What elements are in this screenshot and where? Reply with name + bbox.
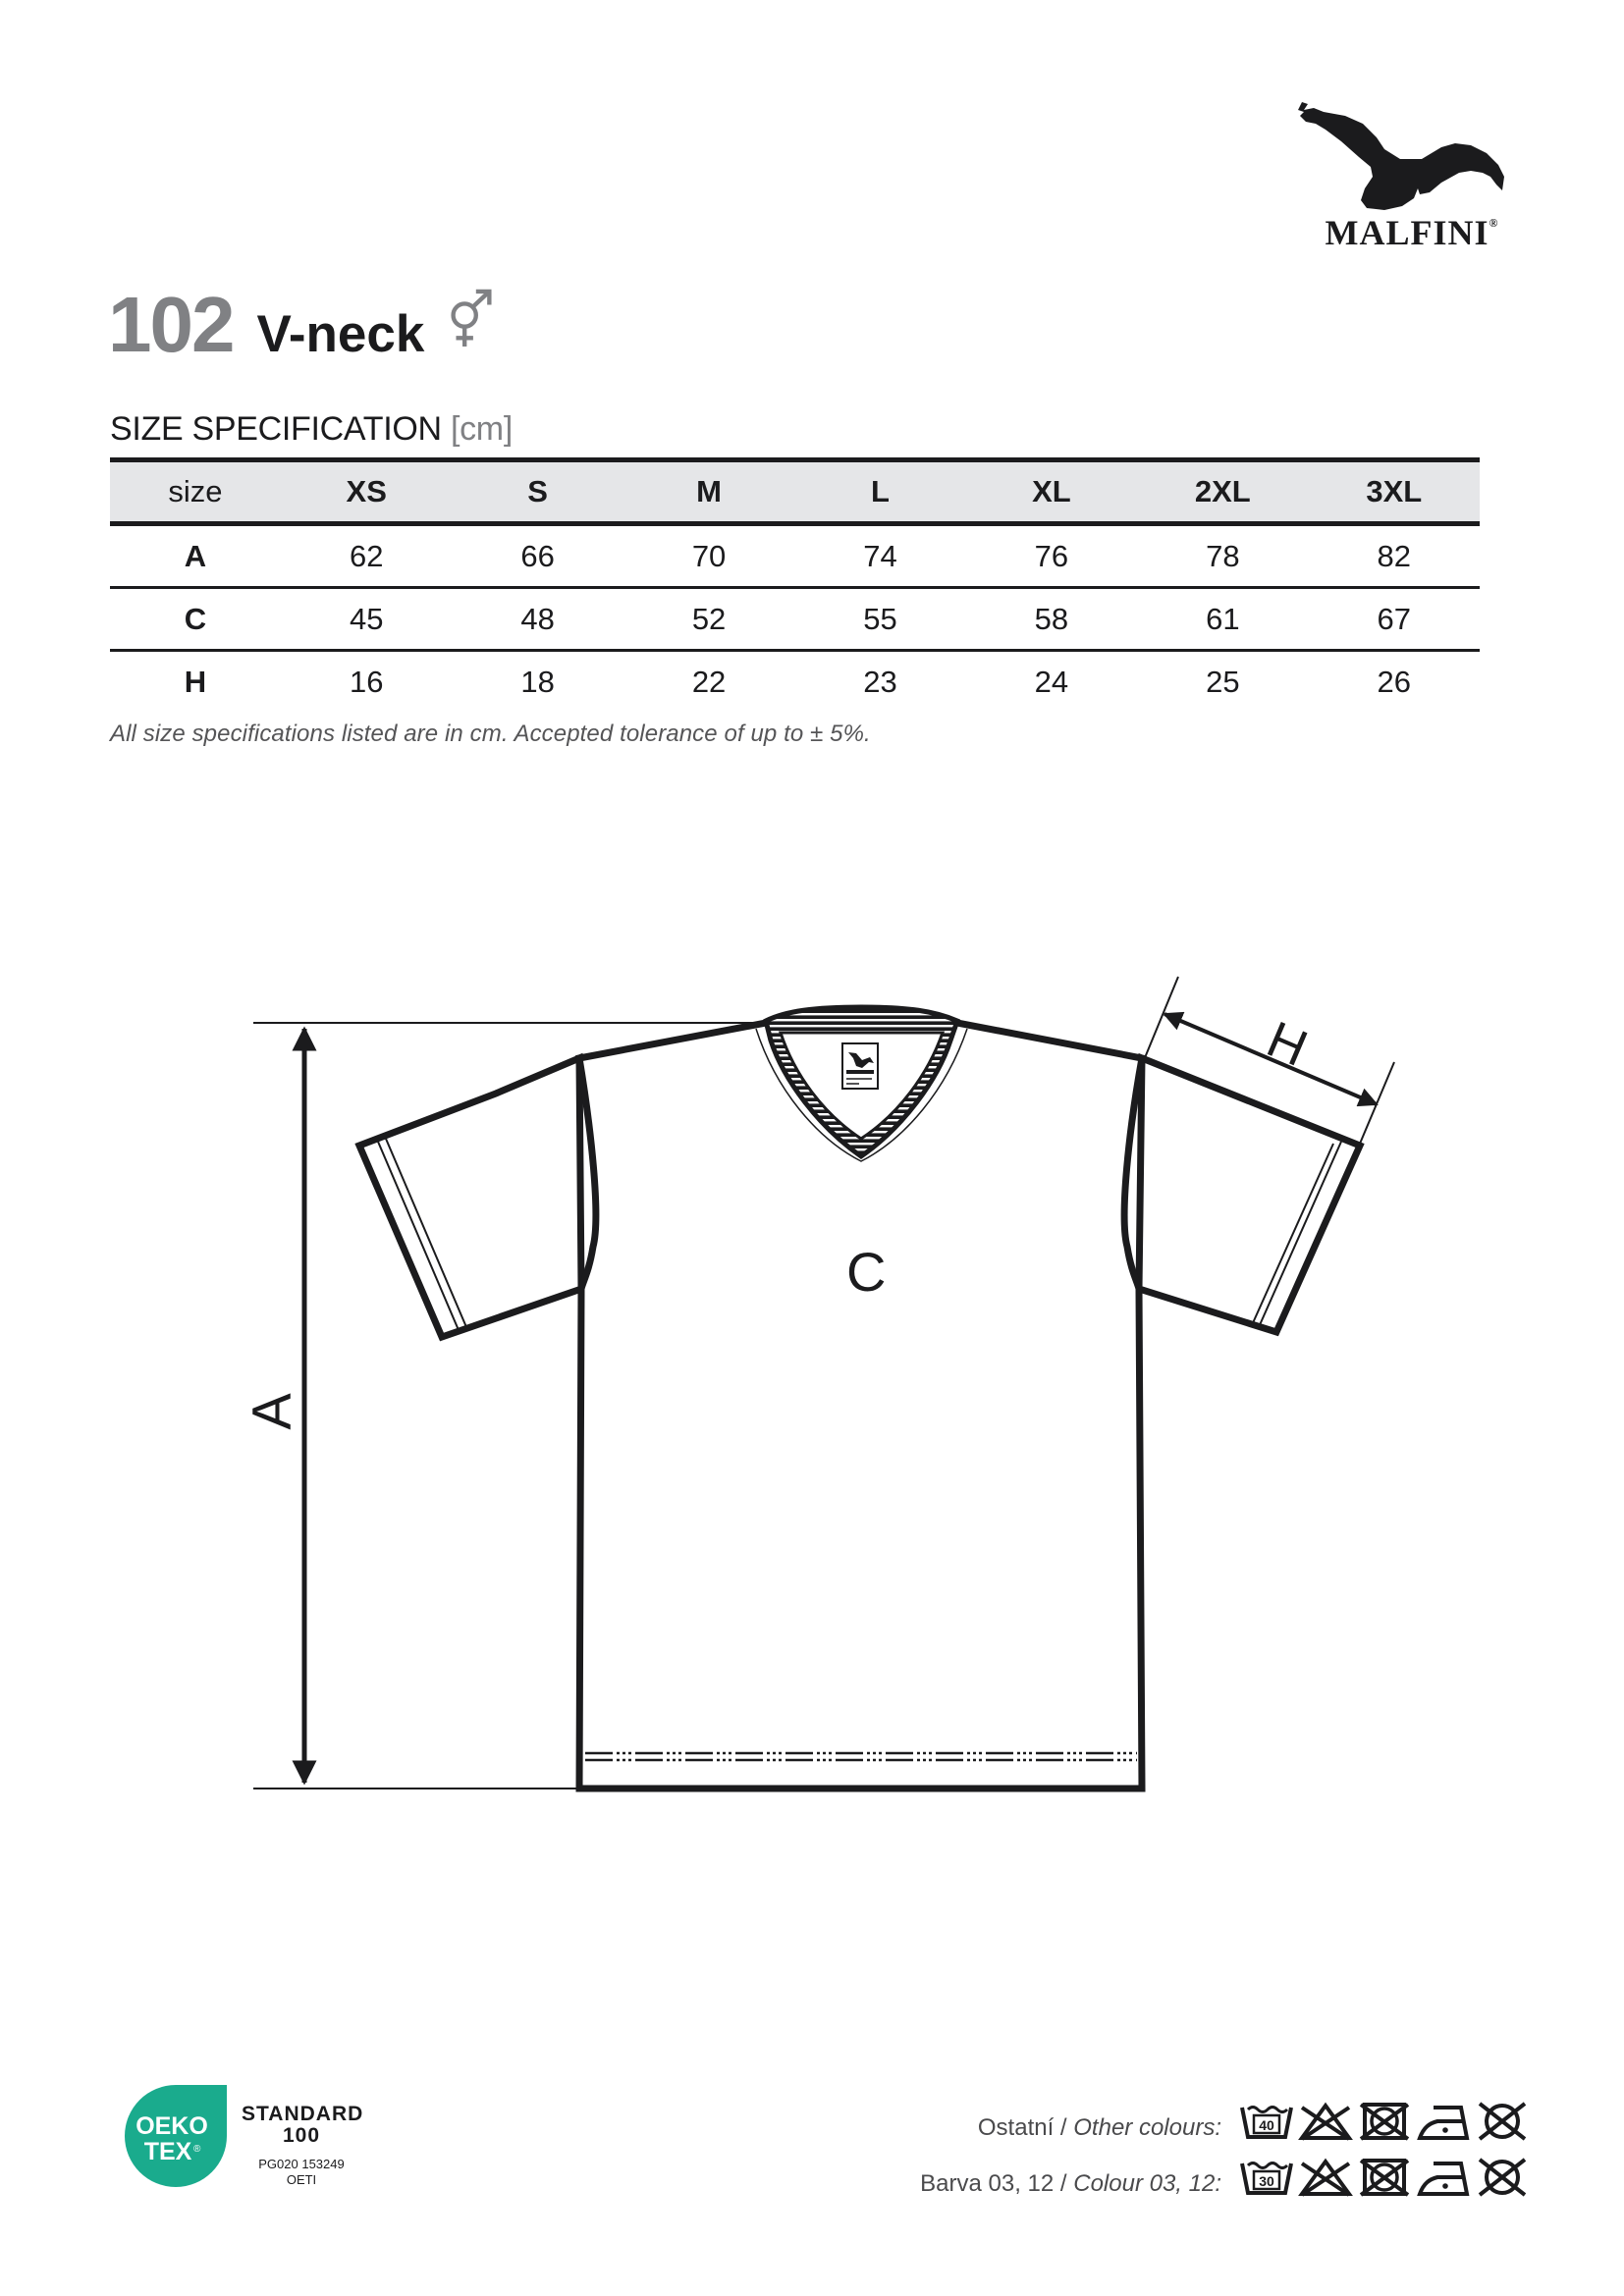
care-icons-row-2	[1239, 2158, 1534, 2197]
table-cell: 22	[691, 664, 727, 699]
standard-line-1: STANDARD	[242, 2103, 364, 2125]
table-cell: 66	[452, 524, 623, 588]
dimension-label-c: C	[846, 1241, 887, 1303]
table-cell: 67	[1309, 588, 1480, 651]
right-sleeve	[1139, 1058, 1360, 1332]
svg-text:30: 30	[1259, 2173, 1274, 2189]
table-cell: 61	[1137, 588, 1308, 651]
table-cell: 48	[452, 588, 623, 651]
table-cell: 76	[966, 524, 1137, 588]
column-header: M	[623, 460, 794, 524]
table-cell: 16	[349, 664, 384, 699]
table-cell: 26	[1377, 664, 1411, 699]
tolerance-footnote: All size specifications listed are in cm. Accepted tolerance of up to ± 5%.	[110, 721, 871, 747]
column-header: size	[110, 460, 281, 524]
oeko-tex-info	[242, 2103, 364, 2188]
table-cell: 23	[863, 664, 897, 699]
unit-label: [cm]	[450, 410, 513, 448]
table-cell: 45	[281, 588, 452, 651]
oeko-tex-badge-icon	[123, 2083, 229, 2189]
product-number: 102	[108, 281, 234, 368]
table-cell: 24	[1034, 664, 1069, 699]
care-label-colour-03-12: Barva 03, 12 / Colour 03, 12:	[920, 2170, 1221, 2197]
table-cell: 58	[966, 588, 1137, 651]
row-label: C	[110, 588, 281, 651]
svg-text:40: 40	[1259, 2117, 1274, 2133]
dimension-label-a: A	[240, 1393, 302, 1430]
size-spec-heading: SIZE SPECIFICATION [cm]	[110, 410, 513, 448]
standard-line-2: 100	[282, 2124, 321, 2147]
iron-low-icon	[1416, 2102, 1471, 2141]
table-cell: 82	[1309, 524, 1480, 588]
table-cell: 55	[794, 588, 965, 651]
no-dry-clean-icon	[1475, 2158, 1530, 2197]
wash-30-icon	[1239, 2158, 1294, 2197]
table-cell: 70	[623, 524, 794, 588]
table-cell: 52	[623, 588, 794, 651]
column-header: S	[452, 460, 623, 524]
no-bleach-icon	[1298, 2158, 1353, 2197]
certificate-code: PG020 153249	[258, 2157, 345, 2171]
care-label-other-colours: Ostatní / Other colours:	[977, 2114, 1221, 2141]
column-header: 2XL	[1137, 460, 1308, 524]
column-header: XL	[966, 460, 1137, 524]
column-header: 3XL	[1309, 460, 1480, 524]
brand-wordmark: MALFINI®	[1325, 213, 1499, 252]
neck-label-icon	[842, 1043, 878, 1089]
row-label: A	[110, 524, 281, 588]
svg-text:®: ®	[193, 2144, 201, 2155]
table-cell: 18	[520, 664, 555, 699]
product-name: V-neck	[256, 305, 425, 363]
table-cell: 74	[794, 524, 965, 588]
table-cell: 25	[1206, 664, 1240, 699]
svg-text:TEX: TEX	[143, 2138, 192, 2165]
column-header: L	[794, 460, 965, 524]
left-sleeve	[359, 1058, 581, 1337]
table-cell: 62	[281, 524, 452, 588]
oeko-tex-logo	[123, 2083, 229, 2189]
column-header: XS	[281, 460, 452, 524]
no-tumble-dry-icon	[1357, 2102, 1412, 2141]
svg-text:OEKO: OEKO	[135, 2112, 208, 2140]
iron-low-icon	[1416, 2158, 1471, 2197]
no-tumble-dry-icon	[1357, 2158, 1412, 2197]
certificate-institute: OETI	[286, 2172, 317, 2187]
wash-40-icon	[1239, 2102, 1294, 2141]
dimension-label-h: H	[1259, 1010, 1316, 1079]
table-cell: 78	[1137, 524, 1308, 588]
care-icons-row-1	[1239, 2102, 1534, 2141]
row-label: H	[184, 664, 207, 699]
no-dry-clean-icon	[1475, 2102, 1530, 2141]
no-bleach-icon	[1298, 2102, 1353, 2141]
